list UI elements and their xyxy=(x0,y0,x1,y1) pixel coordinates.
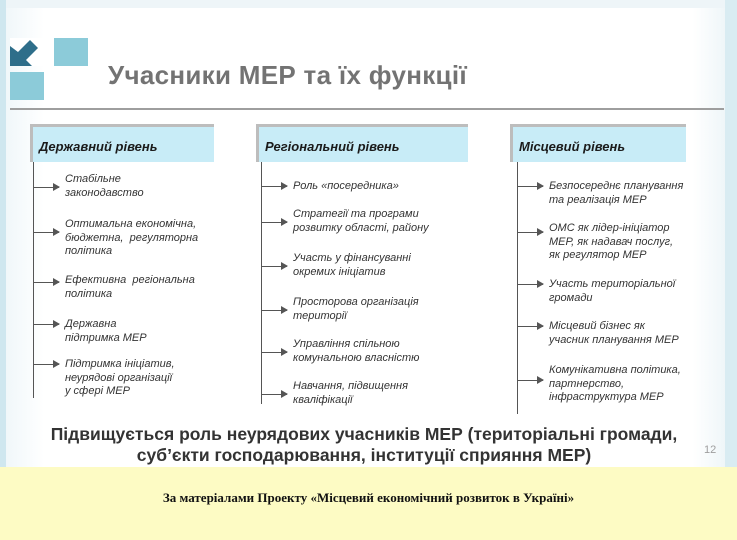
slide-right-border xyxy=(725,0,737,467)
list-item-text: Місцевий бізнес як учасник планування МЕР xyxy=(549,320,679,346)
list-item-text: ОМС як лідер-ініціатор МЕР, як надавач послуг, як регулятор МЕР xyxy=(549,222,674,261)
arrow-right-icon xyxy=(517,284,543,285)
list-item-text: Стабільне законодавство xyxy=(65,173,144,199)
column-header: Державний рівень xyxy=(30,124,214,162)
arrow-right-icon xyxy=(261,222,287,223)
column-header: Місцевий рівень xyxy=(510,124,686,162)
arrow-right-icon xyxy=(517,380,543,381)
arrow-right-icon xyxy=(261,352,287,353)
page-title: Учасники МЕР та їх функції xyxy=(108,60,467,90)
arrow-right-icon xyxy=(261,266,287,267)
list-item-text: Роль «посередника» xyxy=(293,180,399,192)
list-item-text: Оптимальна економічна, бюджетна, регуляторна політика xyxy=(65,218,199,257)
list-item-text: Комунікативна політика, партнерство, інфраструктура МЕР xyxy=(549,364,681,403)
column-connector-line xyxy=(517,162,518,414)
list-item-text: Просторова організація території xyxy=(293,296,419,322)
arrow-right-icon xyxy=(33,232,59,233)
arrow-right-icon xyxy=(517,186,543,187)
logo-square-bottom-left xyxy=(10,72,44,100)
arrow-right-icon xyxy=(33,324,59,325)
slide-top-band xyxy=(0,0,737,8)
source-caption: За матеріалами Проекту «Місцевий економічний розвиток в Україні» xyxy=(162,490,575,505)
arrow-right-icon xyxy=(517,232,543,233)
arrow-right-icon xyxy=(261,186,287,187)
arrow-right-icon xyxy=(261,310,287,311)
list-item-text: Участь у фінансуванні окремих ініціатив xyxy=(293,252,411,278)
list-item-text: Навчання, підвищення кваліфікації xyxy=(293,380,408,406)
list-item-text: Управління спільною комунальною власністю xyxy=(293,338,420,364)
arrow-right-icon xyxy=(33,187,59,188)
column-connector-line xyxy=(33,162,34,398)
arrow-right-icon xyxy=(33,364,59,365)
logo-icon xyxy=(10,38,92,100)
column-connector-line xyxy=(261,162,262,404)
arrow-logo-icon xyxy=(10,38,44,66)
logo-square-top-right xyxy=(54,38,88,66)
page-number: 12 xyxy=(704,444,717,456)
list-item-text: Державна підтримка МЕР xyxy=(65,318,147,344)
list-item-text: Ефективна регіональна політика xyxy=(65,274,195,300)
list-item-text: Безпосереднє планування та реалізація МЕР xyxy=(549,180,684,206)
column-header: Регіональний рівень xyxy=(256,124,468,162)
arrow-right-icon xyxy=(261,394,287,395)
slide-conclusion: Підвищується роль неурядових учасників МЕР (територіальні громади, суб’єкти господарювання, інституції сприяння МЕР) xyxy=(50,424,678,465)
slide-left-border xyxy=(0,0,6,467)
list-item-text: Підтримка ініціатив, неурядові організації у сфері МЕР xyxy=(65,358,175,397)
list-item-text: Стратегії та програми розвитку області, району xyxy=(293,208,429,234)
arrow-right-icon xyxy=(517,326,543,327)
title-divider xyxy=(10,108,724,110)
list-item-text: Участь територіальної громади xyxy=(549,278,676,304)
arrow-right-icon xyxy=(33,282,59,283)
